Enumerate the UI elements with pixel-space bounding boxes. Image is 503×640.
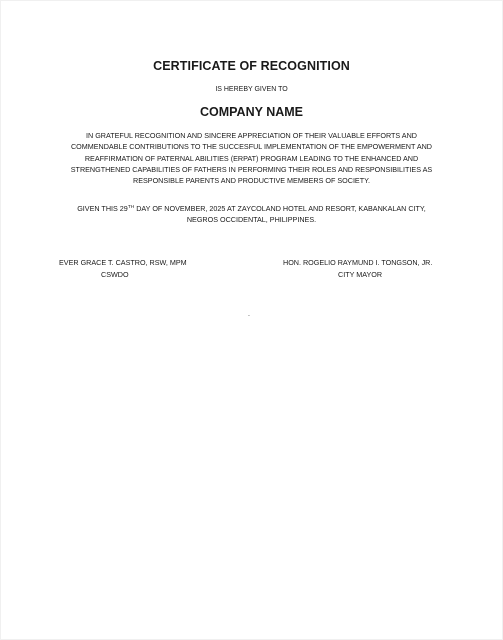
given-date-rest: DAY OF NOVEMBER, 2025 AT ZAYCOLAND HOTEL AND RESORT, KABANKALAN CITY, [134, 204, 426, 213]
certificate-title: CERTIFICATE OF RECOGNITION [153, 59, 350, 73]
recipient-name: COMPANY NAME [199, 105, 303, 119]
signatory-left-title: CSWDO [101, 270, 129, 279]
given-date-prefix: GIVEN THIS 29 [77, 204, 128, 213]
signatory-right [283, 257, 432, 281]
given-to-line: IS HEREBY GIVEN TO [215, 86, 288, 93]
stray-dot-mark: . [248, 311, 250, 318]
given-date-location-line: NEGROS OCCIDENTAL, PHILIPPINES. [186, 215, 317, 225]
given-date-statement [60, 203, 443, 226]
signatory-left-name: EVER GRACE T. CASTRO, RSW, MPM [59, 258, 187, 267]
signatory-right-name: HON. ROGELIO RAYMUND I. TONGSON, JR. [283, 258, 433, 267]
recognition-statement: IN GRATEFUL RECOGNITION AND SINCERE APPRECIATION OF THEIR VALUABLE EFFORTS AND COMMENDABLE CONTRIBUTIONS TO THE SUCCESFUL IMPLEMENTATION OF THE EMPOWERMENT AND REAFFIRMATION OF PATERNAL ABILITIES (ERPAT) PROGRAM LEADING TO THE ENHANCED AND STRENGTHENED CAPABILITIES OF FATHERS IN PERFORMING THEIR ROLES AND RESPONSIBILITIES AS RESPONSIBLE PARENTS AND PRODUCTIVE MEMBERS OF SOCIETY. [70, 131, 433, 186]
signatory-left [59, 257, 187, 281]
date-ordinal-suffix: TH [127, 205, 135, 210]
signatory-right-title: CITY MAYOR [338, 270, 383, 279]
